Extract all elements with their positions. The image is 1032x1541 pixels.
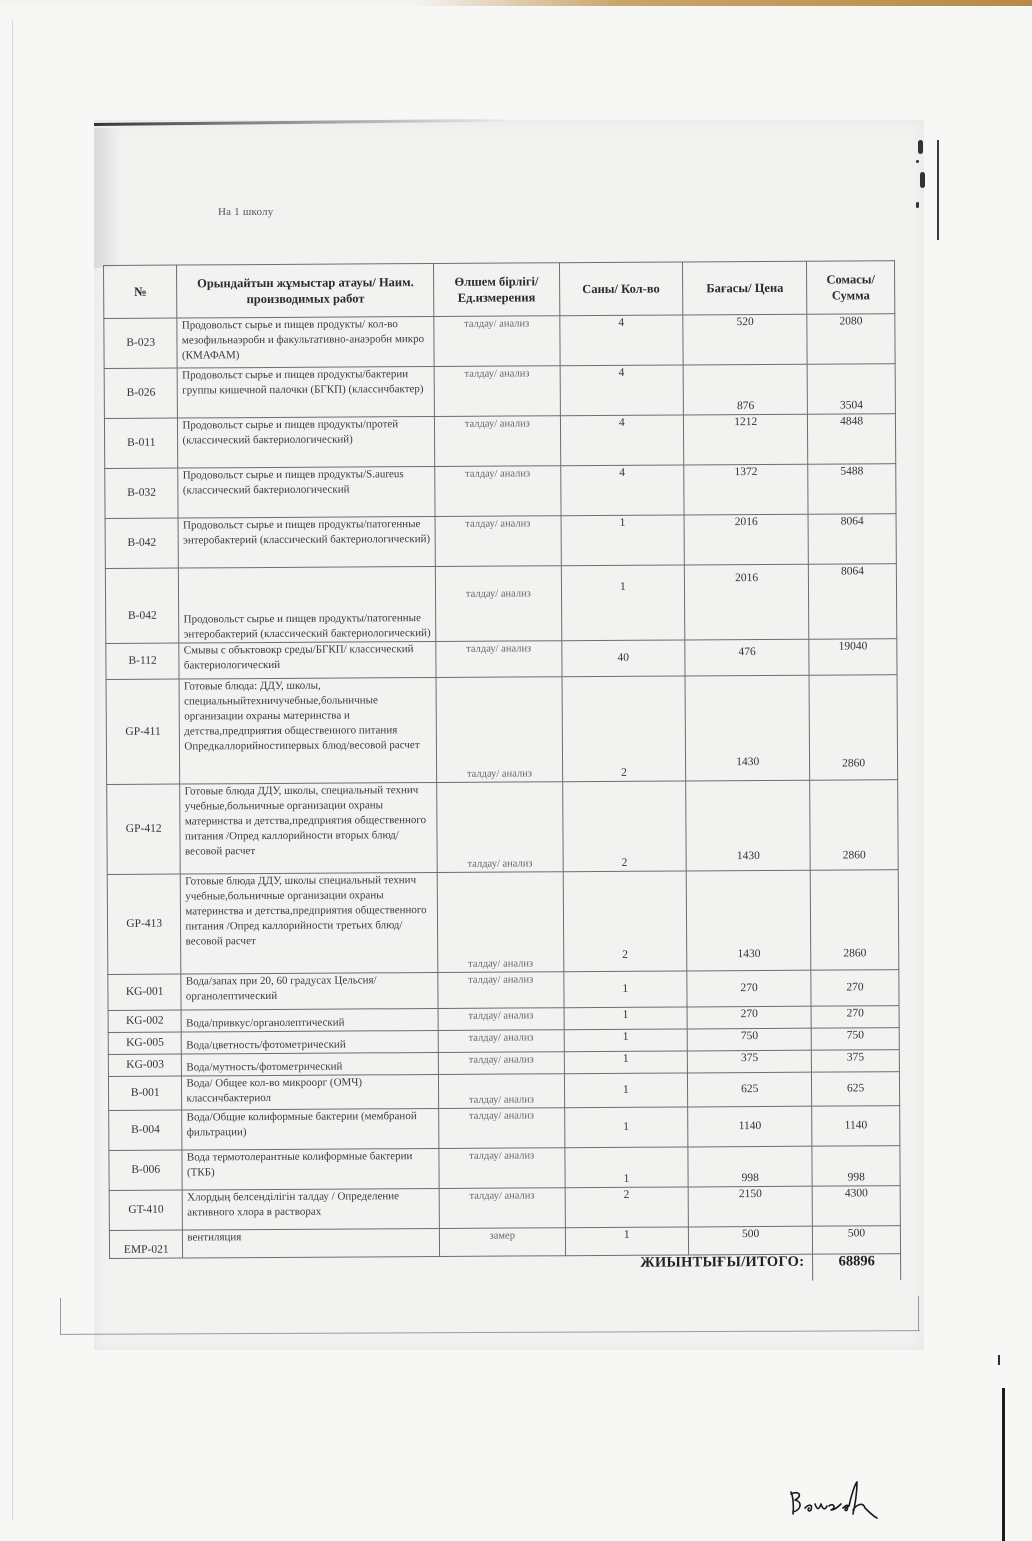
row-unit: талдау/ анализ [439,1074,565,1109]
row-code: GP-411 [106,679,180,784]
row-unit: талдау/ анализ [436,677,562,783]
row-code: B-042 [105,518,179,568]
table-row [104,364,895,419]
price-table [103,260,901,1284]
row-name: Хлордың белсенділігін талдау / Определение активного хлора в растворах [183,1188,440,1230]
header-code: № [104,265,178,318]
total-label: ЖИЫНТЫҒЫ/ИТОГО: [640,1253,805,1271]
row-code: B-023 [104,318,178,368]
table-row [106,639,897,680]
row-sum: 8064 [808,514,896,565]
row-code: B-011 [104,418,178,468]
table-row [104,414,895,469]
row-code: GT-410 [109,1190,183,1230]
table-header-row [104,261,895,319]
row-unit: талдау/ анализ [435,516,561,567]
row-sum: 625 [812,1072,900,1107]
row-name: Вода/привкус/органолептический [181,1008,438,1032]
row-qty: 2 [565,1187,689,1228]
row-price: 2150 [688,1186,812,1227]
row-price: 2016 [684,514,808,565]
row-sum: 500 [813,1226,901,1255]
edge-mark [998,1355,1000,1365]
row-name: Продовольст сырье и пищев продукты/бактерии группы кишечной палочки (БГКП) (классичбактер) [178,366,435,418]
table-row [104,314,895,369]
row-price: 1430 [686,780,811,871]
row-price: 500 [689,1226,813,1255]
row-code: B-001 [108,1076,182,1110]
table-row [106,675,898,785]
header-sum: Сомасы/ Сумма [807,261,895,315]
table-row [105,514,896,569]
row-qty: 1 [564,1147,688,1188]
row-unit: талдау/ анализ [436,566,562,642]
page-edge-line [937,140,939,240]
row-price: 476 [685,639,809,676]
row-name: Вода/Общие колиформные бактерии (мембраной фильтрации) [182,1108,439,1150]
total-row [110,1254,901,1285]
row-qty: 1 [564,1073,688,1108]
row-sum: 750 [811,1028,899,1051]
row-qty: 1 [564,1029,688,1052]
punch-hole-marks [912,130,936,220]
row-name: Вода/ Общее кол-во микроорг (ОМЧ) классичбактериол [182,1074,439,1110]
row-qty: 4 [559,315,683,366]
row-sum: 998 [812,1146,900,1187]
row-sum: 4848 [808,414,896,465]
table-row [109,1106,900,1151]
row-unit: талдау/ анализ [437,782,563,873]
row-unit: талдау/ анализ [439,1148,565,1189]
row-name: вентиляция [183,1228,440,1258]
row-unit: талдау/ анализ [435,466,561,517]
row-code: B-004 [109,1110,183,1150]
row-qty: 4 [560,365,684,416]
row-qty: 1 [564,1007,688,1030]
row-name: Продовольст сырье и пищев продукты/протей (классический бактериологический) [178,416,435,468]
row-code: B-006 [109,1150,183,1190]
row-sum: 270 [811,1006,899,1029]
table-row [109,1186,900,1231]
row-unit: талдау/ анализ [437,872,563,973]
row-name: Готовые блюда ДДУ, школы специальный технич учебные,больничные организации охраны материнства и детства,предприятия общественного питания /Опред каллорийности третьих блюд/весовой расчет [181,872,438,974]
row-code: GP-413 [107,874,181,974]
row-qty: 1 [564,1051,688,1074]
row-code: KG-003 [108,1054,182,1076]
row-unit: талдау/ анализ [439,1188,565,1229]
row-sum: 270 [811,970,899,1007]
row-price: 1430 [686,870,811,971]
row-sum: 5488 [808,464,896,515]
total-value: 68896 [813,1254,901,1281]
table-row [108,970,899,1011]
row-name: Продовольст сырье и пищев продукты/ кол-во мезофильнаэробн и факультативно-анаэробн микро (КМАФАМ) [177,316,434,368]
header-qty: Саны/ Кол-во [559,262,683,316]
row-name: Готовые блюда ДДУ, школы, специальный технич учебные,больничные организации охраны материнства и детства,предприятия общественного питания /Опред каллорийности вторых блюд/весовой расчет [180,782,437,874]
row-unit: талдау/ анализ [439,1108,565,1149]
row-code: B-026 [104,368,178,418]
header-name: Орындайтын жұмыстар атауы/ Наим. производимых работ [177,263,434,318]
row-name: Вода/запах при 20, 60 градусах Цельсия/органолептический [181,972,438,1010]
folder-edge [0,0,1032,6]
row-sum: 19040 [809,639,897,676]
document-note: На 1 школу [218,206,274,218]
page-edge-line [12,20,13,1520]
row-sum: 2860 [810,870,898,971]
table-row [105,564,896,644]
header-unit: Өлшем бірлігі/ Ед.измерения [434,263,560,317]
row-sum: 3504 [807,364,895,415]
row-qty: 1 [565,1227,689,1256]
row-code: B-042 [105,568,179,643]
row-qty: 40 [561,640,685,677]
row-sum: 8064 [809,564,897,640]
row-sum: 2860 [810,780,898,871]
frame-line [918,1296,919,1330]
row-qty: 2 [562,676,686,782]
row-unit: талдау/ анализ [438,1030,563,1053]
row-code: EMP-021 [109,1230,183,1258]
frame-line [60,1298,61,1334]
row-qty: 1 [561,565,685,641]
table-row [109,1146,900,1191]
row-price: 876 [683,364,807,415]
row-name: Вода/цветность/фотометрический [182,1030,439,1054]
row-sum: 1140 [812,1106,900,1147]
row-unit: замер [440,1228,566,1257]
row-price: 1372 [684,464,808,515]
row-unit: талдау/ анализ [434,316,560,367]
row-unit: талдау/ анализ [434,366,560,417]
row-code: B-032 [105,468,179,518]
row-qty: 4 [560,415,684,466]
row-qty: 1 [564,1107,688,1148]
signature [785,1474,905,1524]
row-price: 2016 [685,564,810,640]
row-name: Вода термотолерантные колиформные бактерии (ТКБ) [182,1148,439,1190]
table-row [105,464,896,519]
row-code: GP-412 [107,784,181,874]
table-row [107,870,899,975]
row-qty: 1 [563,971,687,1008]
row-unit: талдау/ анализ [435,416,561,467]
row-price: 1140 [688,1106,812,1147]
row-sum: 375 [812,1050,900,1073]
row-qty: 2 [563,871,687,972]
row-unit: талдау/ анализ [438,1052,563,1075]
row-name: Продовольст сырье и пищев продукты/S.aureus (классический бактериологический [178,466,435,518]
row-price: 1430 [685,675,810,781]
row-name: Продовольст сырье и пищев продукты/патогенные энтеробактерий (классический бактериологический) [178,516,435,568]
table-row [107,780,899,875]
row-price: 998 [688,1146,812,1187]
row-code: KG-002 [108,1010,182,1032]
page-edge-line [1002,1388,1005,1541]
row-sum: 4300 [812,1186,900,1227]
row-sum: 2080 [807,314,895,365]
row-code: KG-001 [108,974,182,1010]
row-name: Готовые блюда: ДДУ, школы, специальныйтехничучебные,больничные организации охраны материнства и детства,предприятия общественного питания Опредкаллорийностипервых блюд/весовой расчет [179,677,436,784]
row-name: Смывы с объктовокр среды/БГКП/ классический бактериологический [179,641,436,679]
scan-shadow [94,128,122,268]
row-price: 625 [688,1072,812,1107]
row-name: Вода/мутность/фотометрический [182,1052,439,1076]
row-price: 1212 [684,414,808,465]
row-code: B-112 [106,643,180,679]
table-row [108,1072,899,1111]
row-price: 270 [687,1006,811,1029]
row-price: 375 [687,1050,811,1073]
row-code: KG-005 [108,1032,182,1054]
row-price: 520 [683,314,807,365]
row-qty: 1 [561,515,685,566]
row-unit: талдау/ анализ [436,641,562,678]
row-price: 750 [687,1028,811,1051]
row-sum: 2860 [809,675,897,781]
row-unit: талдау/ анализ [438,972,564,1009]
row-price: 270 [687,970,811,1007]
row-name: Продовольст сырье и пищев продукты/патогенные энтеробактерий (классический бактериологический) [179,566,436,643]
row-unit: талдау/ анализ [438,1008,563,1031]
row-qty: 2 [562,781,686,872]
row-qty: 4 [560,465,684,516]
header-price: Бағасы/ Цена [683,261,807,315]
